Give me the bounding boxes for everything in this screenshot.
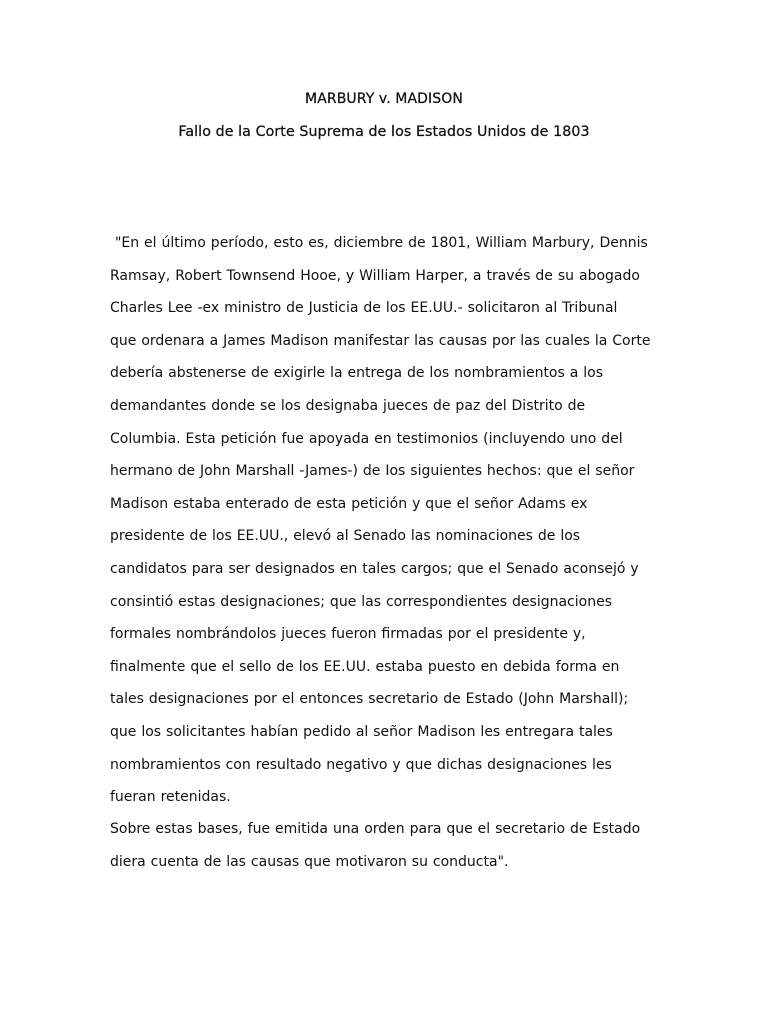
body-line: Charles Lee -ex ministro de Justicia de los EE.UU.- solicitaron al Tribunal — [110, 300, 618, 317]
body-line: hermano de John Marshall -James-) de Ios siguientes hechos: que el señor — [110, 463, 635, 480]
body-line: que ordenara a James Madison manifestar las causas por las cuales la Corte — [110, 332, 651, 349]
body-line: demandantes donde se los designaba jueces de paz del Distrito de — [110, 397, 586, 414]
body-line: Ramsay, Robert Townsend Hooe, y William Harper, a través de su abogado — [110, 267, 640, 284]
body-line: formales nombrándolos jueces fueron firmadas por el presidente y, — [110, 626, 586, 643]
body-line: finalmente que el sello de los EE.UU. estaba puesto en debida forma en — [110, 658, 620, 675]
body-line: nombramientos con resultado negativo y que dichas designaciones les — [110, 756, 612, 773]
document-body — [110, 232, 690, 883]
body-line: Sobre estas bases, fue emitida una orden para que el secretario de Estado — [110, 821, 641, 838]
body-line: consintió estas designaciones; que las correspondientes designaciones — [110, 593, 612, 610]
body-line: "En el último período, esto es, diciembre de 1801, William Marbury, Dennis — [110, 235, 648, 251]
body-line: debería abstenerse de exigirle la entrega de los nombramientos a los — [110, 365, 604, 382]
body-line: presidente de los EE.UU., elevó al Senado las nominaciones de los — [110, 528, 581, 545]
body-line: Columbia. Esta petición fue apoyada en testimonios (incluyendo uno del — [110, 430, 623, 447]
document-subtitle: Fallo de la Corte Suprema de los Estados Unidos de 1803 — [178, 124, 590, 140]
body-line: diera cuenta de las causas que motivaron su conducta". — [110, 853, 509, 870]
body-line: candidatos para ser designados en tales cargos; que el Senado aconsejó y — [110, 560, 639, 577]
body-line: que los solicitantes habían pedido al señor Madison les entregara tales — [110, 723, 613, 740]
body-line: tales designaciones por el entonces secretario de Estado (John Marshall); — [110, 691, 629, 708]
body-line: fueran retenidas. — [110, 789, 231, 806]
document-title: MARBURY v. MADISON — [305, 91, 463, 107]
body-line: Madison estaba enterado de esta petición y que el señor Adams ex — [110, 495, 588, 512]
